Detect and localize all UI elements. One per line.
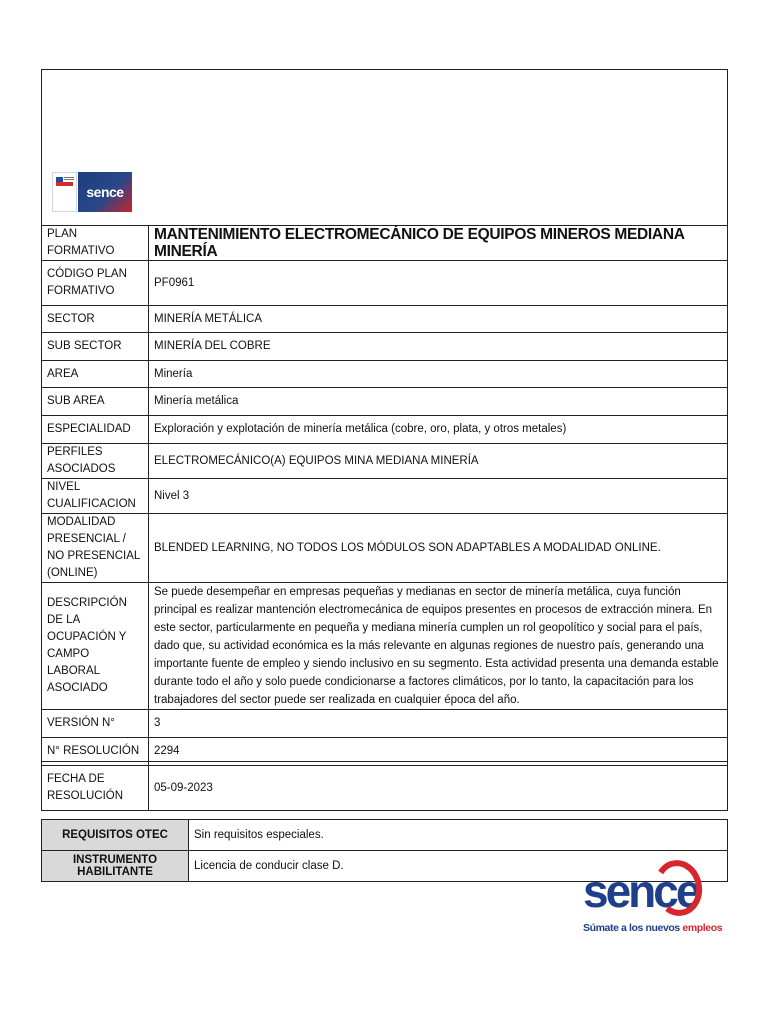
row-value: 05-09-2023 bbox=[149, 766, 728, 811]
government-seal-icon bbox=[52, 172, 77, 212]
plan-table bbox=[41, 225, 728, 811]
requirement-value: Licencia de conducir clase D. bbox=[189, 851, 728, 882]
row-value: Minería metálica bbox=[149, 388, 728, 416]
table-row bbox=[42, 333, 728, 361]
row-value: MINERÍA METÁLICA bbox=[149, 306, 728, 333]
table-row bbox=[42, 514, 728, 583]
row-value: Minería bbox=[149, 361, 728, 388]
table-row bbox=[42, 479, 728, 514]
sence-wordmark: sence bbox=[583, 865, 699, 917]
row-label: AREA bbox=[42, 361, 149, 388]
row-value: 3 bbox=[149, 710, 728, 738]
header-logo bbox=[52, 172, 132, 212]
requirement-value: Sin requisitos especiales. bbox=[189, 820, 728, 851]
table-row bbox=[42, 388, 728, 416]
table-row bbox=[42, 766, 728, 811]
row-label: NIVEL CUALIFICACION bbox=[42, 479, 149, 514]
table-row bbox=[42, 583, 728, 710]
table-row bbox=[42, 444, 728, 479]
tagline-highlight: empleos bbox=[682, 922, 723, 934]
row-label: PLAN FORMATIVO bbox=[42, 226, 149, 261]
row-label: ESPECIALIDAD bbox=[42, 416, 149, 444]
tagline-prefix: Súmate a los nuevos bbox=[583, 922, 683, 934]
sence-tagline bbox=[583, 922, 722, 934]
row-label: SUB SECTOR bbox=[42, 333, 149, 361]
row-label: FECHA DE RESOLUCIÓN bbox=[42, 766, 149, 811]
sence-logo-large bbox=[580, 856, 723, 942]
row-value: BLENDED LEARNING, NO TODOS LOS MÓDULOS SON ADAPTABLES A MODALIDAD ONLINE. bbox=[149, 514, 728, 583]
requirement-label: INSTRUMENTO HABILITANTE bbox=[42, 851, 189, 882]
row-label: SUB AREA bbox=[42, 388, 149, 416]
row-value: ELECTROMECÁNICO(A) EQUIPOS MINA MEDIANA MINERÍA bbox=[149, 444, 728, 479]
table-row bbox=[42, 361, 728, 388]
row-label: CÓDIGO PLAN FORMATIVO bbox=[42, 261, 149, 306]
table-row bbox=[42, 820, 728, 851]
row-label: N° RESOLUCIÓN bbox=[42, 738, 149, 766]
table-row bbox=[42, 710, 728, 738]
row-value: Exploración y explotación de minería metálica (cobre, oro, plata, y otros metales) bbox=[149, 416, 728, 444]
table-row bbox=[42, 226, 728, 261]
row-label: VERSIÓN N° bbox=[42, 710, 149, 738]
table-row bbox=[42, 306, 728, 333]
sence-logo-small: sence bbox=[78, 172, 132, 212]
table-row bbox=[42, 416, 728, 444]
row-value: PF0961 bbox=[149, 261, 728, 306]
row-label: DESCRIPCIÓN DE LA OCUPACIÓN Y CAMPO LABORAL ASOCIADO bbox=[42, 583, 149, 710]
row-label: SECTOR bbox=[42, 306, 149, 333]
plan-title: MANTENIMIENTO ELECTROMECÁNICO DE EQUIPOS MINEROS MEDIANA MINERÍA bbox=[149, 226, 728, 261]
row-value: MINERÍA DEL COBRE bbox=[149, 333, 728, 361]
row-value: Nivel 3 bbox=[149, 479, 728, 514]
table-row bbox=[42, 261, 728, 306]
table-row bbox=[42, 738, 728, 766]
row-description: Se puede desempeñar en empresas pequeñas y medianas en sector de minería metálica, cuya función principal es realizar mantención electromecánica de equipos presentes en procesos de extracción minera. En este sector, particularmente en pequeña y mediana minería cumplen un rol geopolítico y social para el país, dado que, su actividad económica es la más relevante en algunas regiones de nuestro país, generando una importante fuente de empleo y siendo inclusivo en su segmento. Esta actividad presenta una demanda estable durante todo el año y solo puede condicionarse a factores climáticos, por lo tanto, la capacitación para los trabajadores del sector puede ser realizada en cualquier época del año. bbox=[149, 583, 728, 710]
row-label: MODALIDAD PRESENCIAL / NO PRESENCIAL (ONLINE) bbox=[42, 514, 149, 583]
requirement-label: REQUISITOS OTEC bbox=[42, 820, 189, 851]
row-label: PERFILES ASOCIADOS bbox=[42, 444, 149, 479]
row-value: 2294 bbox=[149, 738, 728, 766]
